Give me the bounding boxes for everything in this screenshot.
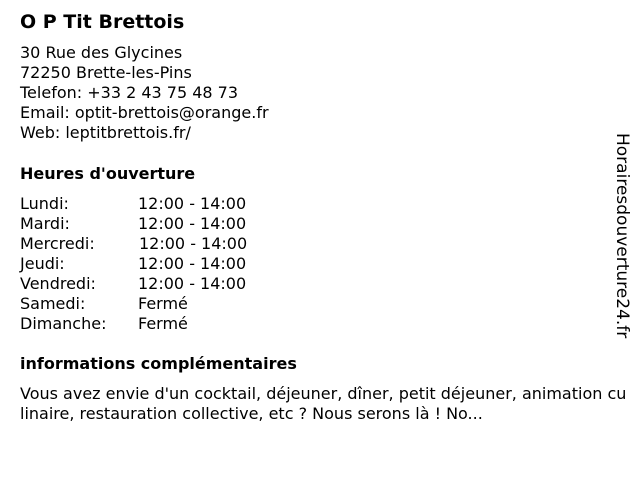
hours-time: 12:00 - 14:00 <box>138 214 247 233</box>
email-address: Email: optit-brettois@orange.fr <box>20 103 269 122</box>
hours-time: 12:00 - 14:00 <box>138 274 247 293</box>
address-street: 30 Rue des Glycines <box>20 43 183 62</box>
business-name: O P Tit Brettois <box>20 11 185 33</box>
hours-day: Mercredi: <box>20 234 95 253</box>
hours-heading: Heures d'ouverture <box>20 164 196 183</box>
hours-time: 12:00 - 14:00 <box>138 254 247 273</box>
phone-number: Telefon: +33 2 43 75 48 73 <box>20 83 239 102</box>
hours-day: Vendredi: <box>20 274 96 293</box>
site-watermark: Horairesdouverture24.fr <box>612 133 632 339</box>
address-city: 72250 Brette-les-Pins <box>20 63 192 82</box>
hours-time: 12:00 - 14:00 <box>138 194 247 213</box>
hours-time: Fermé <box>138 294 188 313</box>
hours-day: Samedi: <box>20 294 86 313</box>
hours-day: Lundi: <box>20 194 69 213</box>
hours-time: 12:00 - 14:00 <box>139 234 248 253</box>
hours-day: Jeudi: <box>20 254 65 273</box>
website: Web: leptitbrettois.fr/ <box>20 123 191 142</box>
hours-day: Mardi: <box>20 214 70 233</box>
hours-day: Dimanche: <box>20 314 107 333</box>
info-heading: informations complémentaires <box>20 354 297 373</box>
contact-block <box>20 43 269 143</box>
info-description: Vous avez envie d'un cocktail, déjeuner, dîner, petit déjeuner, animation culinaire, restauration collective, etc ? Nous serons là ! No... <box>20 384 627 423</box>
hours-time: Fermé <box>138 314 188 333</box>
